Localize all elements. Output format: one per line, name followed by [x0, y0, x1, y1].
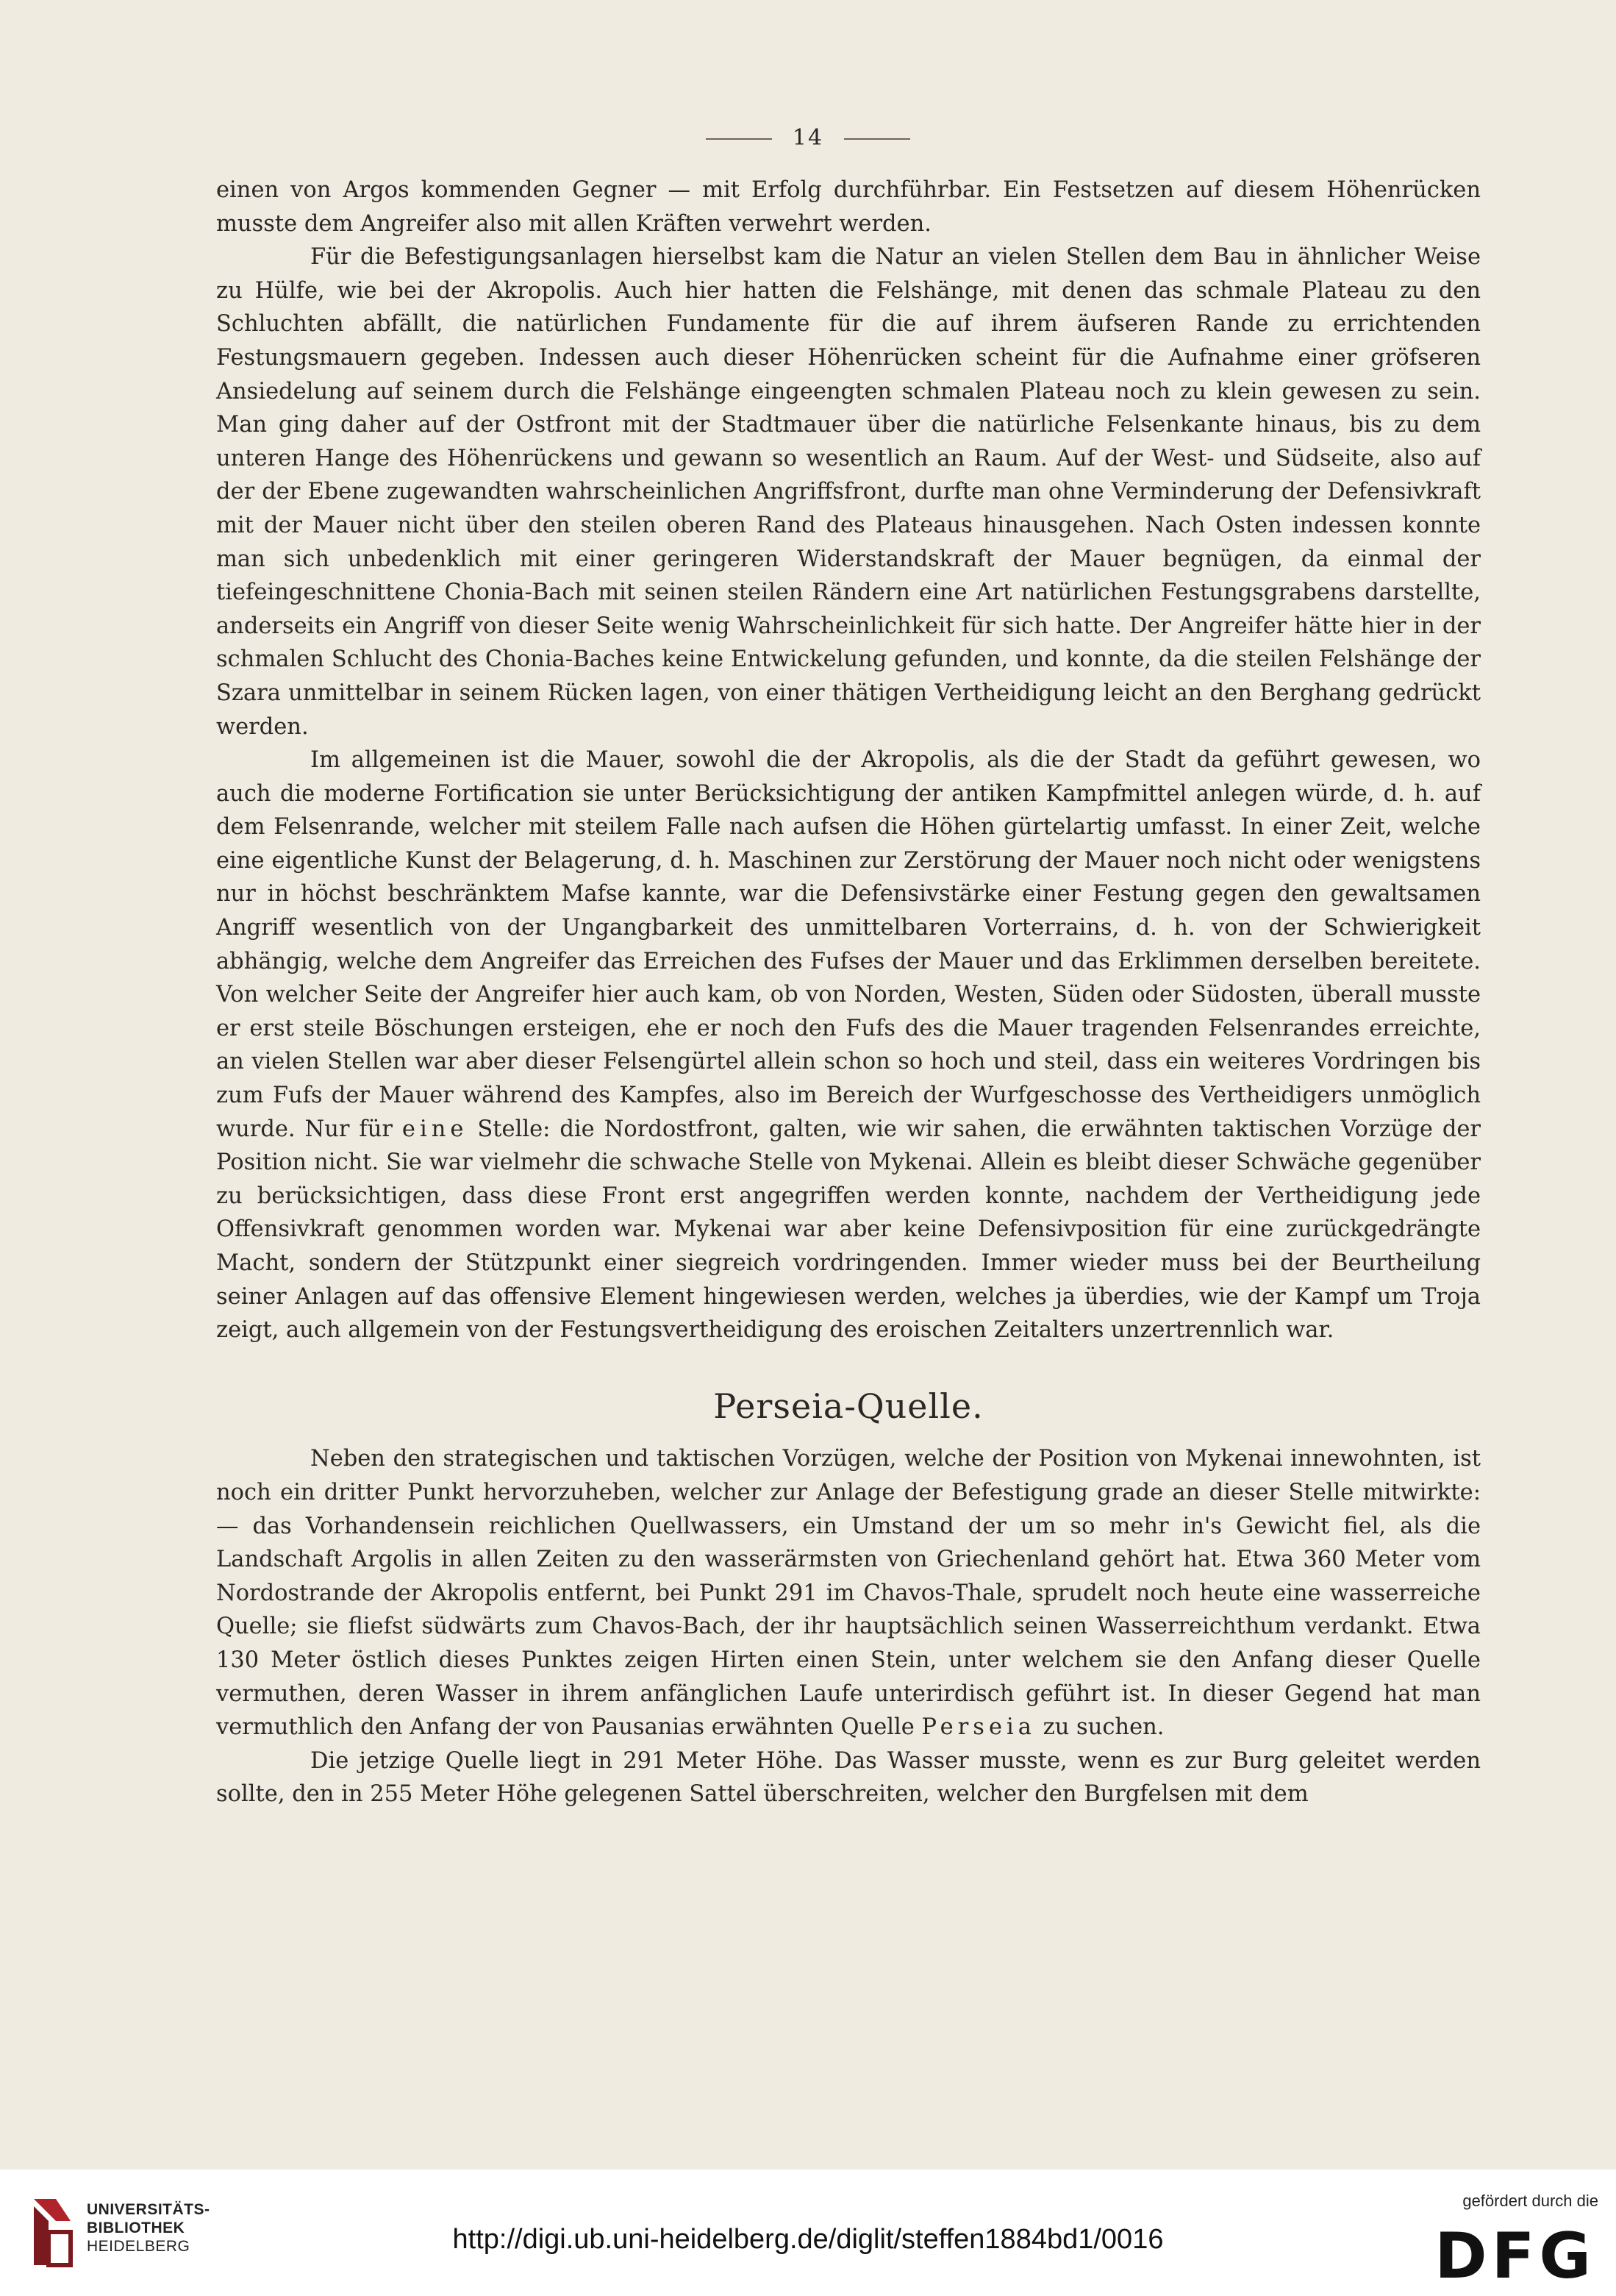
paragraph: [216, 1442, 1481, 1744]
paragraph: [216, 744, 1481, 1347]
paragraph-text: zu suchen.: [1043, 1714, 1165, 1741]
section-title: Perseia-Quelle.: [713, 1386, 984, 1426]
paragraph-text: Stelle: die Nordostfront, galten, wie wir sahen, die erwähnten taktischen Vorzüge der Position nicht. Sie war vielmehr die schwache Stelle von Mykenai. Allein es bleibt dieser Schwäche gegenüber zu berücksichtigen, dass diese Front erst angegriffen werden konnte, nachdem der Vertheidigung jede Offensivkraft genommen worden war. Mykenai war aber keine Defensivposition für eine zurückgedrängte Macht, sondern der Stützpunkt einer siegreich vordringenden. Immer wieder muss bei der Beurtheilung seiner Anlagen auf das offensive Element hingewiesen werden, welches ja überdies, wie der Kampf um Troja zeigt, auch allgemein von der Festungsvertheidigung des eroischen Zeitalters unzertrennlich war.: [216, 1116, 1481, 1344]
funding-note: gefördert durch die: [1462, 2192, 1598, 2210]
emphasized-word: eine: [401, 1116, 468, 1142]
library-name-line: UNIVERSITÄTS-: [87, 2201, 210, 2218]
dfg-logo-icon: DFG: [1434, 2220, 1595, 2293]
page-number: 14: [792, 125, 824, 151]
library-name-line: BIBLIOTHEK: [87, 2220, 185, 2236]
paragraph: Die jetzige Quelle liegt in 291 Meter Höhe. Das Wasser musste, wenn es zur Burg geleitet werden sollte, den in 255 Meter Höhe gelegenen Sattel überschreiten, welcher den Burgfelsen mit dem: [216, 1747, 1481, 1808]
paragraph: einen von Argos kommenden Gegner — mit Erfolg durchführbar. Ein Festsetzen auf diesem Höhenrücken musste dem Angreifer also mit allen Kräften verwehrt werden.: [216, 177, 1481, 237]
source-url-link[interactable]: http://digi.ub.uni-heidelberg.de/diglit/steffen1884bd1/0016: [452, 2224, 1164, 2255]
body-text: [216, 174, 1481, 1811]
header-rule-right: [844, 138, 910, 140]
footer-bar: [0, 2170, 1616, 2296]
page-header: [0, 125, 1616, 151]
paragraph-text: Im allgemeinen ist die Mauer, sowohl die der Akropolis, als die der Stadt da geführt gewesen, wo auch die moderne Fortification sie unter Berücksichtigung der antiken Kampfmittel anlegen würde, d. h. auf dem Felsenrande, welcher mit steilem Falle nach aufsen die Höhen gürtelartig umfasst. In einer Zeit, welche eine eigentliche Kunst der Belagerung, d. h. Maschinen zur Zerstörung der Mauer noch nicht oder wenigstens nur in höchst beschränktem Mafse kannte, war die Defensivstärke einer Festung gegen den gewaltsamen Angriff wesentlich von der Ungangbarkeit des unmittelbaren Vorterrains, d. h. von der Schwierigkeit abhängig, welche dem Angreifer das Erreichen des Fufses der Mauer und das Erklimmen derselben bereitete. Von welcher Seite der Angreifer hier auch kam, ob von Norden, Westen, Süden oder Südosten, überall musste er erst steile Böschungen ersteigen, ehe er noch den Fufs des die Mauer tragenden Felsenrandes erreichte, an vielen Stellen war aber dieser Felsengürtel allein schon so hoch und steil, dass ein weiteres Vordringen bis zum Fufs der Mauer während des Kampfes, also im Bereich der Wurfgeschosse des Vertheidigers unmöglich wurde. Nur für: [216, 747, 1481, 1142]
library-name-line: HEIDELBERG: [87, 2238, 190, 2255]
paragraph: Für die Befestigungsanlagen hierselbst kam die Natur an vielen Stellen dem Bau in ähnlicher Weise zu Hülfe, wie bei der Akropolis. Auch hier hatten die Felshänge, mit denen das schmale Plateau zu den Schluchten abfällt, die natürlichen Fundamente für die auf ihrem äufseren Rande zu errichtenden Festungsmauern gegeben. Indessen auch dieser Höhenrücken scheint für die Aufnahme einer gröfseren Ansiedelung auf seinem durch die Felshänge eingeengten schmalen Plateau noch zu klein gewesen zu sein. Man ging daher auf der Ostfront mit der Stadtmauer über die natürliche Felsenkante hinaus, bis zu dem unteren Hange des Höhenrückens und gewann so wesentlich an Raum. Auf der West- und Südseite, also auf der der Ebene zugewandten wahrscheinlichen Angriffsfront, durfte man ohne Verminderung der Defensivkraft mit der Mauer nicht über den steilen oberen Rand des Plateaus hinausgehen. Nach Osten indessen konnte man sich unbedenklich mit einer geringeren Widerstandskraft der Mauer begnügen, da einmal der tiefeingeschnittene Chonia-Bach mit seinen steilen Rändern eine Art natürlichen Festungsgrabens darstellte, anderseits ein Angriff von dieser Seite wenig Wahrscheinlichkeit für sich hatte. Der Angreifer hätte hier in der schmalen Schlucht des Chonia-Baches keine Entwickelung gefunden, und konnte, da die steilen Felshänge der Szara unmittelbar in seinem Rücken lagen, von einer thätigen Vertheidigung leicht an den Berghang gedrückt werden.: [216, 244, 1481, 740]
emphasized-word: Perseia: [921, 1714, 1036, 1741]
header-rule-left: [706, 138, 772, 140]
paragraph-text: Neben den strategischen und taktischen Vorzügen, welche der Position von Mykenai innewohnten, ist noch ein dritter Punkt hervorzuheben, welcher zur Anlage der Befestigung grade an dieser Stelle mitwirkte: — das Vorhandensein reichlichen Quellwassers, ein Umstand der um so mehr in's Gewicht fiel, als die Landschaft Argolis in allen Zeiten zu den wasserärmsten von Griechenland gehört hat. Etwa 360 Meter vom Nordostrande der Akropolis entfernt, bei Punkt 291 im Chavos-Thale, sprudelt noch heute eine wasserreiche Quelle; sie fliefst südwärts zum Chavos-Bach, der ihr hauptsächlich seinen Wasserreichthum verdankt. Etwa 130 Meter östlich dieses Punktes zeigen Hirten einen Stein, unter welchem sie den Anfang dieser Quelle vermuthen, deren Wasser in ihrem anfänglichen Laufe unterirdisch geführt ist. In dieser Gegend hat man vermuthlich den Anfang der von Pausanias erwähnten Quelle: [216, 1446, 1481, 1741]
